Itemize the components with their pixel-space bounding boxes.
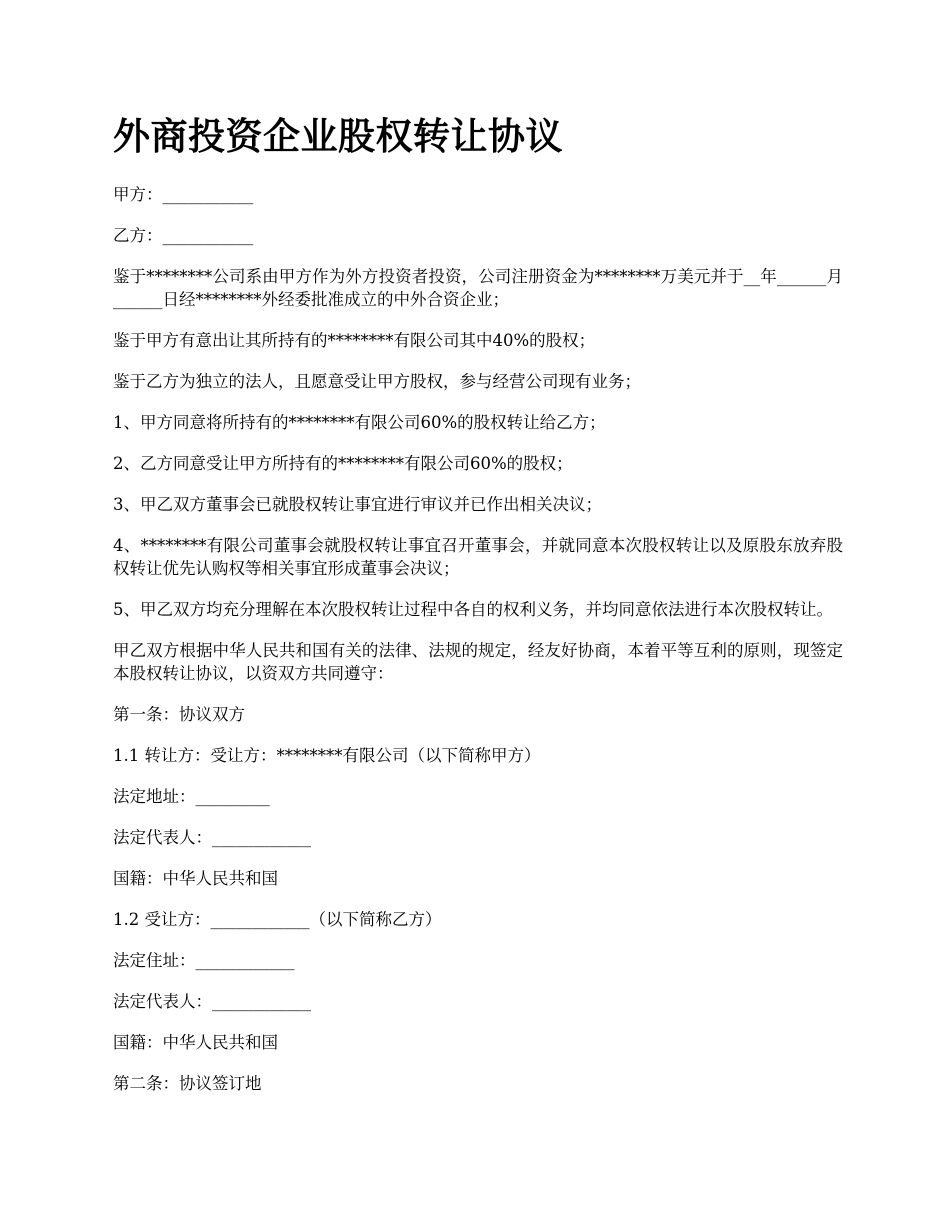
- clause-item-2: 2、乙方同意受让甲方所持有的********有限公司60%的股权；: [113, 454, 573, 473]
- clause-item-4: 4、********有限公司董事会就股权转让事宜召开董事会，并就同意本次股权转让以及原股东放弃股权转让优先认购权等相关事宜形成董事会决议；: [113, 536, 843, 578]
- recital-party-a-intent: 鉴于甲方有意出让其所持有的********有限公司其中40%的股权；: [113, 331, 596, 350]
- article-1-2-transferee: 1.2 受让方：____________（以下简称乙方）: [113, 910, 442, 929]
- article-2-heading: 第二条：协议签订地: [113, 1074, 262, 1093]
- recital-party-b-intent: 鉴于乙方为独立的法人，且愿意受让甲方股权，参与经营公司现有业务；: [113, 372, 641, 391]
- article-1-heading: 第一条：协议双方: [113, 705, 245, 724]
- party-b-line: 乙方：___________: [113, 226, 254, 245]
- article-1-1-transferor: 1.1 转让方：受让方：********有限公司（以下简称甲方）: [113, 746, 541, 765]
- transferee-legal-address: 法定住址：____________: [113, 951, 295, 970]
- clause-item-3: 3、甲乙双方董事会已就股权转让事宜进行审议并已作出相关决议；: [113, 495, 602, 514]
- transferor-legal-address: 法定地址：_________: [113, 787, 270, 806]
- clause-item-1: 1、甲方同意将所持有的********有限公司60%的股权转让给乙方；: [113, 413, 606, 432]
- transferee-nationality: 国籍：中华人民共和国: [113, 1033, 278, 1052]
- party-a-line: 甲方：___________: [113, 185, 254, 204]
- recital-company-background: 鉴于********公司系由甲方作为外方投资者投资，公司注册资金为********万美元并于__年______月______日经********外经委批准成立的中外合资企业；: [113, 267, 843, 309]
- transferee-legal-representative: 法定代表人：____________: [113, 992, 311, 1011]
- document-page: [113, 112, 843, 1113]
- clause-item-5: 5、甲乙双方均充分理解在本次股权转让过程中各自的权利义务，并均同意依法进行本次股权转让。: [113, 600, 833, 619]
- agreement-preamble: 甲乙双方根据中华人民共和国有关的法律、法规的规定，经友好协商，本着平等互利的原则，现签定本股权转让协议，以资双方共同遵守：: [113, 641, 843, 683]
- transferor-nationality: 国籍：中华人民共和国: [113, 869, 278, 888]
- document-title: 外商投资企业股权转让协议: [113, 114, 563, 158]
- transferor-legal-representative: 法定代表人：____________: [113, 828, 311, 847]
